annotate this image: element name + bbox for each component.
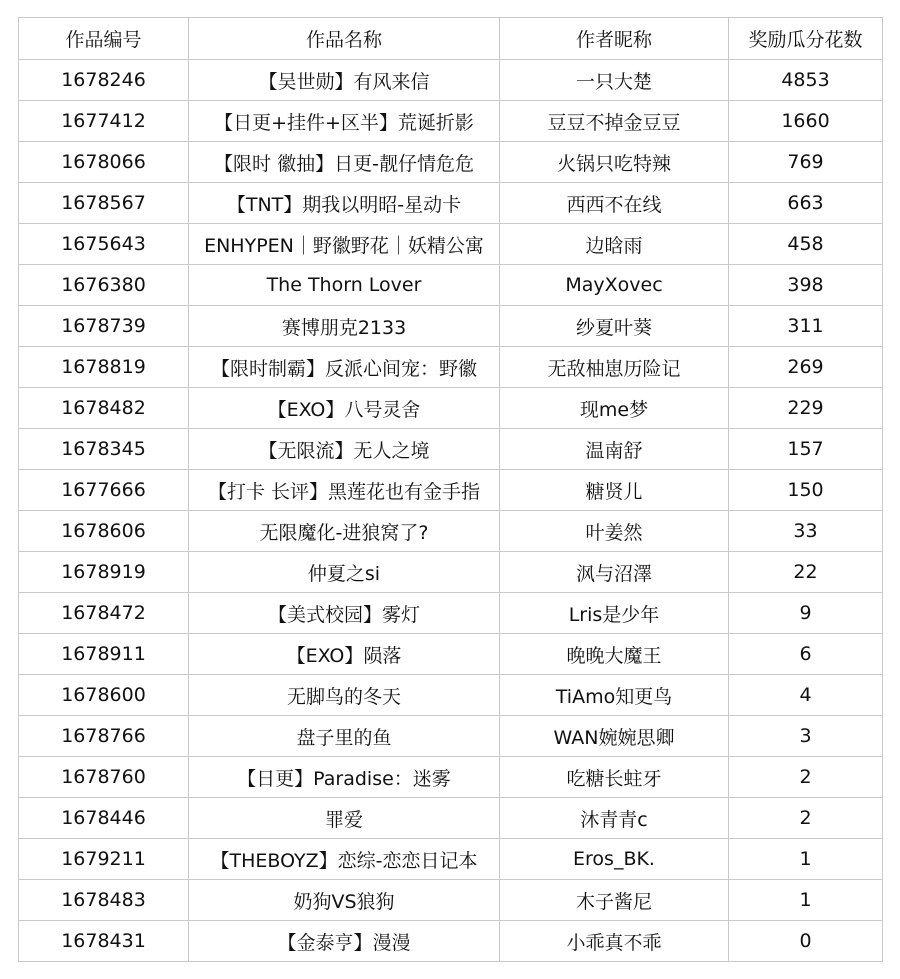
cell-author: Eros_BK.: [500, 839, 729, 880]
cell-work-title: 【EXO】八号灵舍: [189, 388, 500, 429]
cell-reward-flowers: 1: [729, 839, 883, 880]
cell-work-title: ENHYPEN｜野徽野花｜妖精公寓: [189, 224, 500, 265]
cell-work-title: 【日更】Paradise：迷雾: [189, 757, 500, 798]
cell-work-id: 1678567: [19, 183, 189, 224]
cell-work-id: 1676380: [19, 265, 189, 306]
cell-work-id: 1678739: [19, 306, 189, 347]
table-row: [19, 798, 883, 839]
cell-reward-flowers: 22: [729, 552, 883, 593]
cell-work-title: 【限时 徽抽】日更-靓仔情危危: [189, 142, 500, 183]
table-row: [19, 716, 883, 757]
cell-work-id: 1677666: [19, 470, 189, 511]
table-row: [19, 921, 883, 962]
cell-work-id: 1675643: [19, 224, 189, 265]
cell-work-id: 1678246: [19, 60, 189, 101]
table-row: [19, 101, 883, 142]
cell-author: 沨与沼澤: [500, 552, 729, 593]
cell-work-id: 1678446: [19, 798, 189, 839]
cell-author: 边晗雨: [500, 224, 729, 265]
cell-work-title: 仲夏之si: [189, 552, 500, 593]
cell-work-title: 【无限流】无人之境: [189, 429, 500, 470]
cell-work-title: 【打卡 长评】黑莲花也有金手指: [189, 470, 500, 511]
table-row: [19, 593, 883, 634]
cell-work-id: 1678760: [19, 757, 189, 798]
table-row: [19, 470, 883, 511]
cell-reward-flowers: 663: [729, 183, 883, 224]
ranking-table: [18, 17, 883, 962]
table-row: [19, 388, 883, 429]
cell-work-title: 盘子里的鱼: [189, 716, 500, 757]
cell-work-title: 奶狗VS狼狗: [189, 880, 500, 921]
header-reward-flowers: 奖励瓜分花数: [729, 18, 883, 60]
header-author: 作者昵称: [500, 18, 729, 60]
table-row: [19, 265, 883, 306]
cell-work-title: 【THEBOYZ】恋综-恋恋日记本: [189, 839, 500, 880]
cell-work-title: 无脚鸟的冬天: [189, 675, 500, 716]
table-row: [19, 347, 883, 388]
cell-author: 吃糖长蛀牙: [500, 757, 729, 798]
cell-reward-flowers: 157: [729, 429, 883, 470]
cell-author: 豆豆不掉金豆豆: [500, 101, 729, 142]
cell-author: WAN婉婉思卿: [500, 716, 729, 757]
cell-reward-flowers: 1: [729, 880, 883, 921]
cell-reward-flowers: 4: [729, 675, 883, 716]
header-work-title: 作品名称: [189, 18, 500, 60]
cell-work-id: 1678606: [19, 511, 189, 552]
cell-work-id: 1679211: [19, 839, 189, 880]
cell-work-id: 1678431: [19, 921, 189, 962]
header-row: [19, 18, 883, 60]
table-row: [19, 142, 883, 183]
table-row: [19, 839, 883, 880]
cell-author: 纱夏叶葵: [500, 306, 729, 347]
cell-work-id: 1678600: [19, 675, 189, 716]
cell-reward-flowers: 6: [729, 634, 883, 675]
cell-work-title: 罪爱: [189, 798, 500, 839]
cell-author: 沐青青c: [500, 798, 729, 839]
cell-work-title: 【吴世勋】有风来信: [189, 60, 500, 101]
cell-work-title: 【日更+挂件+区半】荒诞折影: [189, 101, 500, 142]
table-row: [19, 880, 883, 921]
cell-work-title: 【限时制霸】反派心间宠：野徽: [189, 347, 500, 388]
cell-author: 晚晚大魔王: [500, 634, 729, 675]
table-row: [19, 60, 883, 101]
cell-work-id: 1678919: [19, 552, 189, 593]
table-row: [19, 224, 883, 265]
table-row: [19, 552, 883, 593]
cell-author: 温南舒: [500, 429, 729, 470]
cell-reward-flowers: 9: [729, 593, 883, 634]
cell-author: 小乖真不乖: [500, 921, 729, 962]
table-row: [19, 675, 883, 716]
cell-work-id: 1678483: [19, 880, 189, 921]
cell-reward-flowers: 33: [729, 511, 883, 552]
cell-reward-flowers: 150: [729, 470, 883, 511]
cell-author: 无敌柚崽历险记: [500, 347, 729, 388]
cell-reward-flowers: 2: [729, 757, 883, 798]
cell-author: MayXovec: [500, 265, 729, 306]
table-row: [19, 306, 883, 347]
cell-reward-flowers: 398: [729, 265, 883, 306]
cell-work-id: 1678911: [19, 634, 189, 675]
cell-author: 木子酱尼: [500, 880, 729, 921]
cell-work-id: 1678066: [19, 142, 189, 183]
cell-reward-flowers: 311: [729, 306, 883, 347]
cell-work-id: 1678345: [19, 429, 189, 470]
cell-work-title: 【美式校园】雾灯: [189, 593, 500, 634]
table-row: [19, 634, 883, 675]
cell-work-title: 【TNT】期我以明昭-星动卡: [189, 183, 500, 224]
cell-work-id: 1678766: [19, 716, 189, 757]
cell-work-title: 无限魔化-进狼窝了?: [189, 511, 500, 552]
cell-work-id: 1677412: [19, 101, 189, 142]
cell-work-id: 1678472: [19, 593, 189, 634]
table-row: [19, 757, 883, 798]
cell-author: 现me梦: [500, 388, 729, 429]
cell-reward-flowers: 3: [729, 716, 883, 757]
cell-author: 火锅只吃特辣: [500, 142, 729, 183]
cell-reward-flowers: 1660: [729, 101, 883, 142]
cell-work-id: 1678819: [19, 347, 189, 388]
cell-author: 叶姜然: [500, 511, 729, 552]
cell-work-title: 【EXO】陨落: [189, 634, 500, 675]
table-row: [19, 429, 883, 470]
cell-work-title: 【金泰亨】漫漫: [189, 921, 500, 962]
table-row: [19, 511, 883, 552]
cell-author: 一只大楚: [500, 60, 729, 101]
cell-author: 西西不在线: [500, 183, 729, 224]
cell-author: 糖贤儿: [500, 470, 729, 511]
cell-work-id: 1678482: [19, 388, 189, 429]
cell-reward-flowers: 4853: [729, 60, 883, 101]
cell-work-title: The Thorn Lover: [189, 265, 500, 306]
cell-reward-flowers: 229: [729, 388, 883, 429]
header-work-id: 作品编号: [19, 18, 189, 60]
cell-reward-flowers: 769: [729, 142, 883, 183]
cell-author: Lris是少年: [500, 593, 729, 634]
cell-reward-flowers: 0: [729, 921, 883, 962]
cell-author: TiAmo知更鸟: [500, 675, 729, 716]
cell-work-title: 赛博朋克2133: [189, 306, 500, 347]
cell-reward-flowers: 2: [729, 798, 883, 839]
cell-reward-flowers: 269: [729, 347, 883, 388]
table-row: [19, 183, 883, 224]
cell-reward-flowers: 458: [729, 224, 883, 265]
